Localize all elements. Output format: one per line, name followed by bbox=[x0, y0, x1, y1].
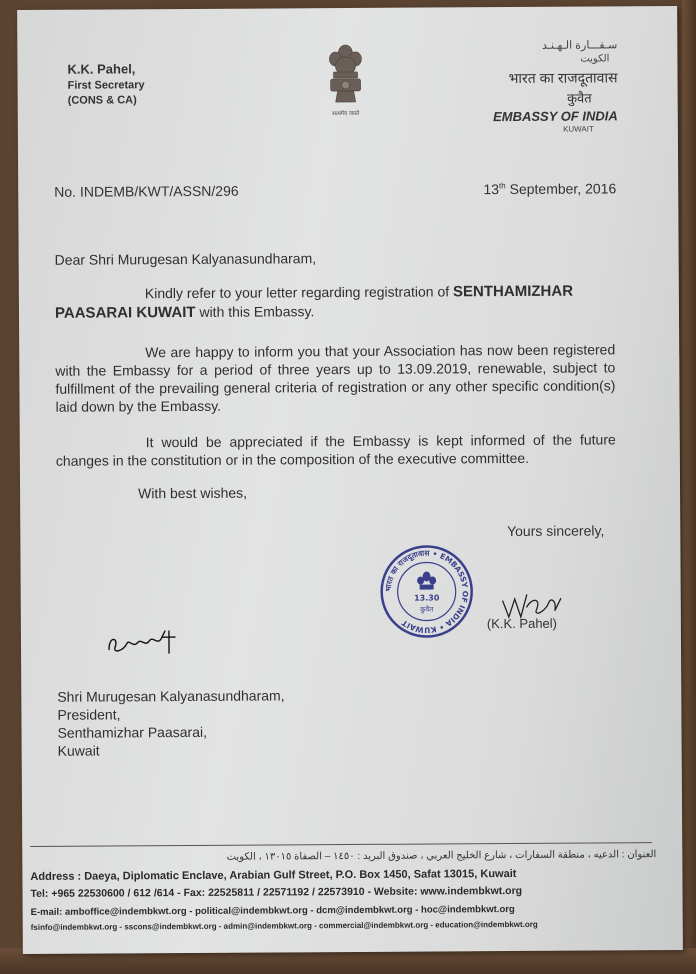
closing: Yours sincerely, bbox=[506, 522, 605, 540]
background-edge bbox=[682, 0, 696, 974]
footer-divider bbox=[30, 842, 652, 847]
addressee-name: Shri Murugesan Kalyanasundharam, bbox=[57, 687, 285, 705]
paragraph-3: It would be appreciated if the Embassy is kept informed of the future changes in the constitution or in the composition of the executive committee. bbox=[55, 431, 616, 469]
footer-arabic-address: العنوان : الدعيه ، منطقة السفارات ، شارع الخليج العربي ، صندوق البريد : ١٤٥٠ – الصفاة ١٣٠١٥ ، الكويت bbox=[226, 849, 657, 863]
signatory-name: (K.K. Pahel) bbox=[486, 615, 558, 632]
letter-page bbox=[17, 6, 683, 954]
paragraph-1: Kindly refer to your letter regarding registration of SENTHAMIZHAR PAASARAI KUWAIT with this Embassy. bbox=[54, 282, 574, 322]
footer-email-2: fsinfo@indembkwt.org - sscons@indembkwt.org - admin@indembkwt.org - commercial@indembkwt.org - education@indembkwt.org bbox=[30, 919, 538, 932]
footer-address: Address : Daeya, Diplomatic Enclave, Arabian Gulf Street, P.O. Box 1450, Safat 13015, Kuwait bbox=[30, 867, 517, 883]
sender-dept: (CONS & CA) bbox=[67, 94, 137, 107]
footer-phone: Tel: +965 22530600 / 612 /614 - Fax: 22525811 / 22571192 / 22573910 - Website: www.indembkwt.org bbox=[30, 884, 523, 900]
letterhead-hindi: भारत का राजदूतावास bbox=[508, 69, 618, 87]
embassy-seal-icon bbox=[378, 543, 475, 640]
footer-email: E-mail: amboffice@indembkwt.org - political@indembkwt.org - dcm@indembkwt.org - hoc@indembkwt.org bbox=[30, 904, 515, 918]
reference-number: No. INDEMB/KWT/ASSN/296 bbox=[54, 182, 239, 200]
letterhead-hindi-city: कुवैत bbox=[567, 90, 592, 106]
emblem-motto: सत्यमेव जयते bbox=[332, 110, 360, 118]
letterhead-city: KUWAIT bbox=[563, 124, 594, 134]
sender-title: First Secretary bbox=[67, 79, 145, 92]
salutation: Dear Shri Murugesan Kalyanasundharam, bbox=[54, 250, 317, 268]
letterhead-embassy: EMBASSY OF INDIA bbox=[493, 108, 618, 125]
letterhead-arabic: سـفـــارة الـهـنـد bbox=[541, 39, 618, 52]
svg-text:13.30: 13.30 bbox=[414, 593, 440, 603]
letter-date: 13th September, 2016 bbox=[483, 180, 617, 198]
closing-wishes: With best wishes, bbox=[138, 484, 248, 502]
letterhead-arabic-city: الكويت bbox=[580, 53, 610, 65]
addressee-city: Kuwait bbox=[57, 742, 100, 759]
national-emblem-icon bbox=[323, 42, 367, 120]
addressee-title: President, bbox=[57, 706, 121, 723]
svg-text:भारत का राजदूतावास • EMBASSY O: भारत का राजदूतावास • EMBASSY OF INDIA • KUWAIT bbox=[383, 548, 470, 635]
svg-text:कुवैत: कुवैत bbox=[420, 605, 434, 614]
addressee-org: Senthamizhar Paasarai, bbox=[57, 723, 208, 741]
paragraph-2: We are happy to inform you that your Association has now been registered with the Embassy for a period of three years up to 13.09.2019, renewable, subject to fulfillment of the prevailing general criteria of registration or any other specific condition(s) laid down by the Embassy. bbox=[55, 341, 616, 415]
signature-left bbox=[105, 623, 185, 663]
sender-name: K.K. Pahel, bbox=[67, 61, 136, 77]
